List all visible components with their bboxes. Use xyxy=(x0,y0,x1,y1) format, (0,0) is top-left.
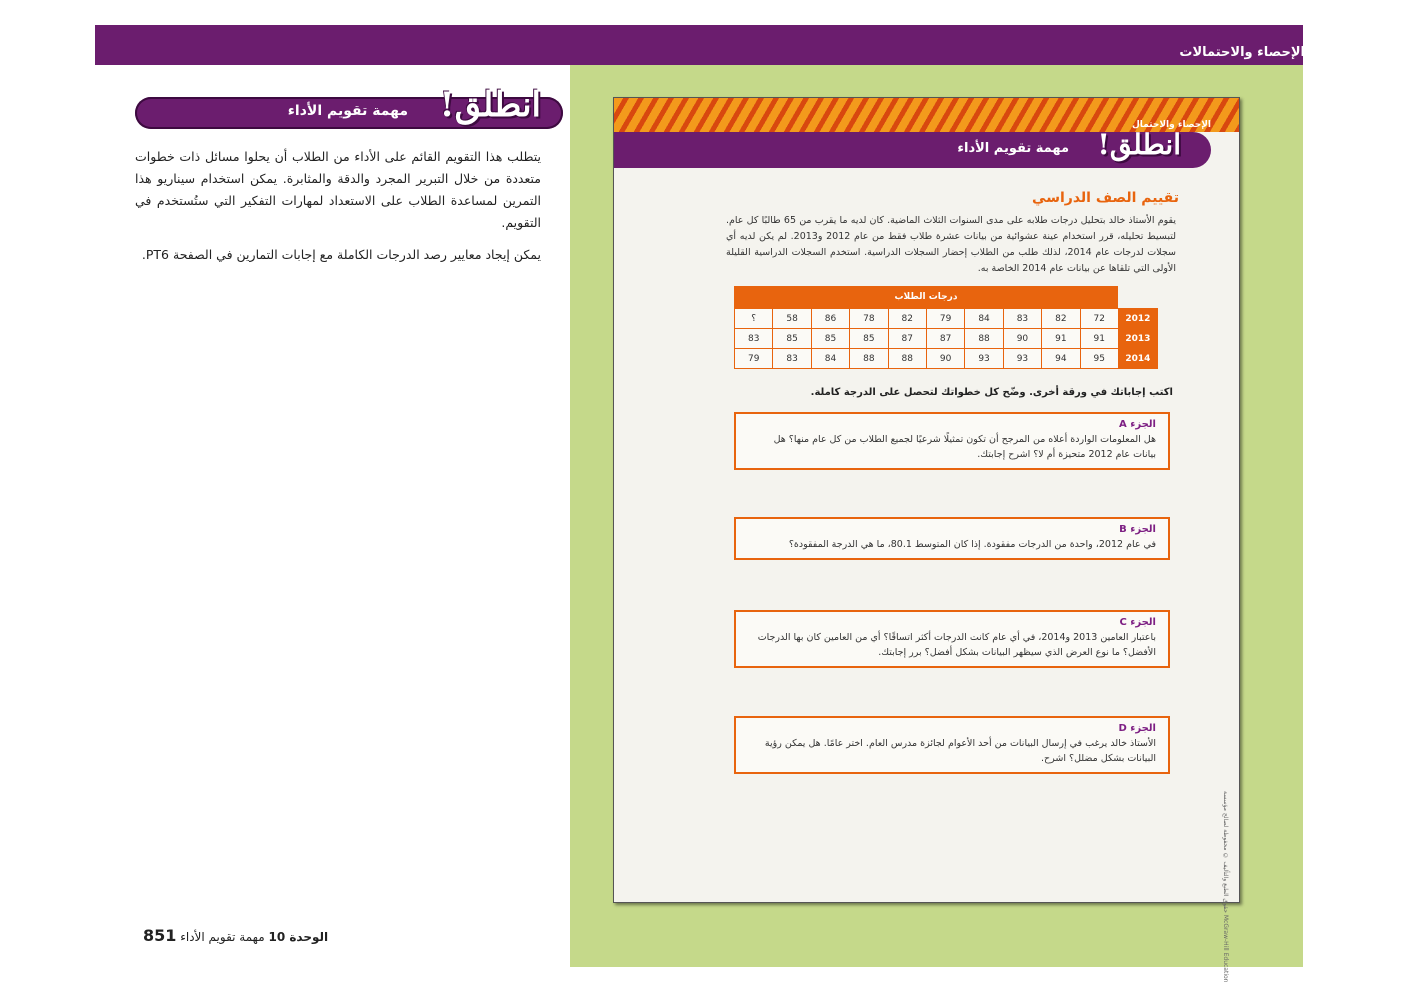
table-cell: 90 xyxy=(926,349,964,369)
table-cell: 88 xyxy=(965,329,1003,349)
table-cell: 91 xyxy=(1080,329,1118,349)
footer-unit: الوحدة 10 xyxy=(268,930,329,944)
page-banner-title: مهمة تقويم الأداء xyxy=(957,141,1069,156)
table-cell: 87 xyxy=(926,329,964,349)
table-cell: 94 xyxy=(1042,349,1080,369)
table-cell: 88 xyxy=(888,349,926,369)
table-cell: 79 xyxy=(735,349,773,369)
footer-unit-title: مهمة تقويم الأداء xyxy=(180,930,265,944)
table-year-cell: 2014 xyxy=(1118,349,1157,369)
scores-table xyxy=(734,308,1158,369)
table-cell: 84 xyxy=(811,349,849,369)
table-cell: 90 xyxy=(1003,329,1041,349)
left-banner xyxy=(135,85,563,129)
part-c-text: باعتبار العامين 2013 و2014، في أي عام كانت الدرجات أكثر اتساقًا؟ أي من العامين كان بها الدرجات الأفضل؟ ما نوع العرض الذي سيظهر البيانات بشكل أفضل؟ برر إجابتك. xyxy=(757,632,1156,658)
part-b-title: الجزء B xyxy=(1119,524,1156,535)
part-c-title: الجزء C xyxy=(1119,617,1156,628)
table-row xyxy=(735,329,1158,349)
table-cell: 83 xyxy=(773,349,811,369)
page-number: 851 xyxy=(143,926,177,945)
part-a-text: هل المعلومات الواردة أعلاه من المرجح أن تكون تمثيلًا شرعيًا لجميع الطلاب من كل عام منها؟ هل بيانات عام 2012 متحيزة أم لا؟ اشرح إجابتك. xyxy=(773,434,1156,460)
page-banner xyxy=(614,128,1211,168)
table-cell: 93 xyxy=(1003,349,1041,369)
page-banner-go: انطلق! xyxy=(1097,128,1181,161)
table-cell: 83 xyxy=(735,329,773,349)
page-stripe-label: الإحصاء والاحتمال xyxy=(1131,120,1211,130)
table-cell: 83 xyxy=(1003,309,1041,329)
section-title: تقييم الصف الدراسي xyxy=(1032,190,1179,206)
table-cell: 87 xyxy=(888,329,926,349)
table-cell: 85 xyxy=(811,329,849,349)
table-row xyxy=(735,349,1158,369)
table-cell: 85 xyxy=(773,329,811,349)
part-b-text: في عام 2012، واحدة من الدرجات مفقودة. إذا كان المتوسط 80.1، ما هي الدرجة المفقودة؟ xyxy=(788,539,1156,550)
table-cell: 82 xyxy=(1042,309,1080,329)
teacher-notes xyxy=(135,146,541,276)
part-d-title: الجزء D xyxy=(1118,723,1156,734)
table-cell: 78 xyxy=(850,309,888,329)
part-d-box xyxy=(734,716,1170,774)
part-a-title: الجزء A xyxy=(1119,419,1156,430)
part-b-box xyxy=(734,517,1170,560)
page-footer xyxy=(135,926,336,945)
teacher-paragraph-2: يمكن إيجاد معايير رصد الدرجات الكاملة مع إجابات التمارين في الصفحة PT6. xyxy=(141,247,541,262)
part-d-text: الأستاذ خالد يرغب في إرسال البيانات من أحد الأعوام لجائزة مدرس العام. اختر عامًا. هل يمكن رؤية البيانات بشكل مضلل؟ اشرح. xyxy=(764,738,1156,764)
table-cell: ؟ xyxy=(735,309,773,329)
table-cell: 84 xyxy=(965,309,1003,329)
left-banner-go: انطلق! xyxy=(439,85,541,125)
table-cell: 82 xyxy=(888,309,926,329)
table-cell: 91 xyxy=(1042,329,1080,349)
instruction: اكتب إجاباتك في ورقة أخرى. وضّح كل خطواتك لتحصل على الدرجة كاملة. xyxy=(810,387,1173,398)
student-page xyxy=(613,97,1240,983)
table-cell: 72 xyxy=(1080,309,1118,329)
chapter-title: الإحصاء والاحتمالات xyxy=(1179,45,1305,60)
top-header-bar xyxy=(95,25,1303,65)
table-title: درجات الطلاب xyxy=(734,286,1118,308)
table-cell: 88 xyxy=(850,349,888,369)
part-c-box xyxy=(734,610,1170,668)
intro-paragraph: يقوم الأستاذ خالد بتحليل درجات طلابه على مدى السنوات الثلاث الماضية. كان لديه ما يقرب من 65 طالبًا كل عام. لتبسيط تحليله، قرر استخدام عينة عشوائية من بيانات عشرة طلاب فقط من عام 2012 و2013. لم يكن لديه أي سجلات لدرجات عام 2014، لذلك طلب من الطلاب إحضار السجلات الدراسية. استخدم السجلات الدراسية القليلة الأولى التي تلقاها عن بيانات عام 2014 الخاصة به. xyxy=(726,215,1176,274)
table-cell: 86 xyxy=(811,309,849,329)
table-row xyxy=(735,309,1158,329)
table-cell: 79 xyxy=(926,309,964,329)
teacher-paragraph-1: يتطلب هذا التقويم القائم على الأداء من الطلاب أن يحلوا مسائل ذات خطوات متعددة من خلال التبرير المجرد والدقة والمثابرة. يمكن استخدام سيناريو هذا التمرين لمساعدة الطلاب على الاستعداد لمهارات التفكير التي ستُستخدم في التقويم. xyxy=(135,149,541,230)
table-cell: 85 xyxy=(850,329,888,349)
copyright-notice: حقوق الطبع والتأليف © محفوظة لصالح مؤسسة McGraw-Hill Education xyxy=(1222,791,1229,983)
left-banner-title: مهمة تقويم الأداء xyxy=(287,103,408,119)
table-cell: 93 xyxy=(965,349,1003,369)
table-cell: 95 xyxy=(1080,349,1118,369)
part-a-box xyxy=(734,412,1170,470)
table-year-cell: 2012 xyxy=(1118,309,1157,329)
table-cell: 58 xyxy=(773,309,811,329)
table-year-cell: 2013 xyxy=(1118,329,1157,349)
